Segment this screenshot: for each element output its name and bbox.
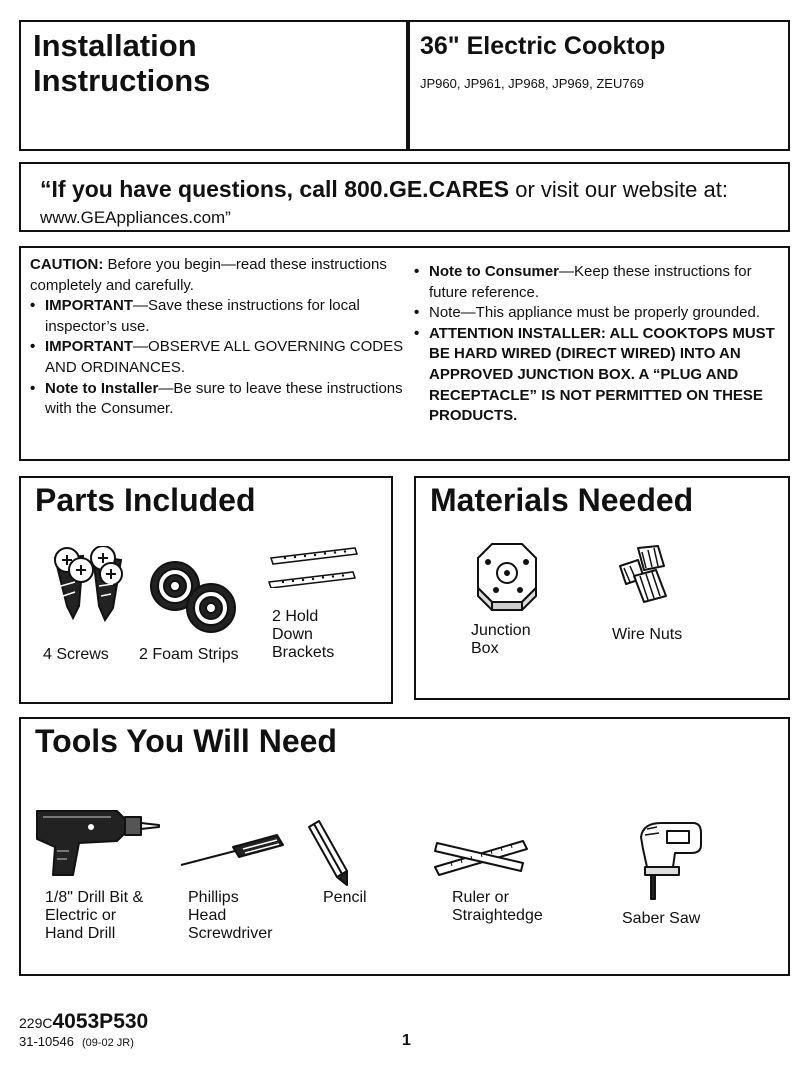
questions-phone: “If you have questions, call 800.GE.CARES: [40, 176, 510, 202]
tools-box: [19, 717, 790, 976]
caution-item: [30, 337, 405, 378]
caution-item: [414, 324, 786, 427]
caution-item-bold: IMPORTANT: [45, 297, 134, 315]
part-number-main: 4053P530: [52, 1010, 149, 1033]
brackets-label: 2 Hold Down Brackets: [272, 608, 335, 661]
questions-line: [40, 176, 728, 203]
screwdriver-icon: [177, 829, 287, 869]
caution-lead: [30, 255, 405, 296]
caution-right-column: [414, 262, 786, 427]
questions-tail: or visit our website at:: [509, 177, 728, 202]
tools-title: Tools You Will Need: [35, 723, 337, 759]
doc-date: (09-02 JR): [81, 1037, 134, 1049]
materials-title: Materials Needed: [430, 482, 694, 518]
title-line-1: Installation: [33, 28, 197, 63]
caution-item-bold: Note to Consumer: [429, 263, 560, 280]
caution-text: Before you begin—read these instructions completely and carefully.: [30, 256, 387, 294]
materials-needed-box: [414, 476, 790, 700]
caution-item-bold: IMPORTANT: [45, 338, 134, 356]
saber-saw-icon: [633, 819, 705, 901]
drill-icon: [31, 803, 161, 883]
screws-icon: [43, 546, 133, 626]
wire-nuts-icon: [614, 544, 674, 606]
parts-title: Parts Included: [35, 482, 256, 518]
foam-strips-icon: [149, 560, 241, 634]
caution-item-text: —OBSERVE ALL GOVERNING CODES AND ORDINANCES.: [45, 338, 404, 376]
saber-saw-label: Saber Saw: [622, 910, 701, 927]
pencil-label: Pencil: [323, 889, 367, 906]
screwdriver-label: Phillips Head Screwdriver: [188, 889, 273, 942]
caution-item-text: —Be sure to leave these instructions with the Consumer.: [45, 379, 403, 418]
screws-label: 4 Screws: [43, 646, 109, 663]
wire-nuts-label: Wire Nuts: [612, 626, 683, 643]
caution-left-column: [30, 255, 405, 420]
caution-item: [30, 379, 405, 420]
part-prefix: 229C: [19, 1015, 53, 1031]
caution-left-list: [30, 296, 405, 420]
caution-item-text: —Save these instructions for local inspector’s use.: [45, 297, 360, 335]
product-name: 36" Electric Cooktop: [420, 32, 666, 60]
ruler-icon: [431, 837, 531, 877]
doc-number: 31-10546: [19, 1034, 74, 1049]
caution-item-bold: Note to Installer: [45, 379, 159, 397]
product-box: [406, 20, 790, 151]
caution-box: [19, 246, 790, 461]
model-numbers: JP960, JP961, JP968, JP969, ZEU769: [420, 76, 645, 91]
page-number: 1: [402, 1032, 411, 1049]
ruler-label: Ruler or Straightedge: [452, 889, 543, 924]
parts-included-box: [19, 476, 393, 704]
junction-box-label: Junction Box: [471, 622, 531, 657]
document-number: [19, 1034, 134, 1049]
part-number: [19, 1010, 148, 1034]
caution-item-bold: ATTENTION INSTALLER: ALL COOKTOPS MUST BE HARD WIRED (DIRECT WIRED) INTO AN APPROVED JUNCTION BOX. A “PLUG AND RECEPTACLE” IS NOT PERMITTED ON THESE PRODUCTS.: [429, 324, 775, 425]
caution-item-text: Note—This appliance must be properly grounded.: [429, 304, 761, 322]
caution-item: [414, 303, 786, 324]
title-box: [19, 20, 410, 151]
caution-label: CAUTION:: [30, 256, 104, 273]
website-text: www.GEAppliances.com”: [40, 208, 231, 227]
caution-item: [30, 296, 405, 337]
pencil-icon: [305, 819, 353, 889]
page-title: [33, 28, 210, 98]
brackets-icon: [265, 546, 365, 588]
foam-strips-label: 2 Foam Strips: [139, 646, 239, 663]
caution-item: [414, 262, 786, 303]
drill-label: 1/8" Drill Bit & Electric or Hand Drill: [45, 889, 144, 942]
title-line-2: Instructions: [33, 63, 211, 98]
junction-box-icon: [474, 540, 540, 612]
caution-right-list: [414, 262, 786, 427]
questions-box: [19, 162, 790, 232]
caution-item-text: —Keep these instructions for future reference.: [429, 263, 752, 301]
